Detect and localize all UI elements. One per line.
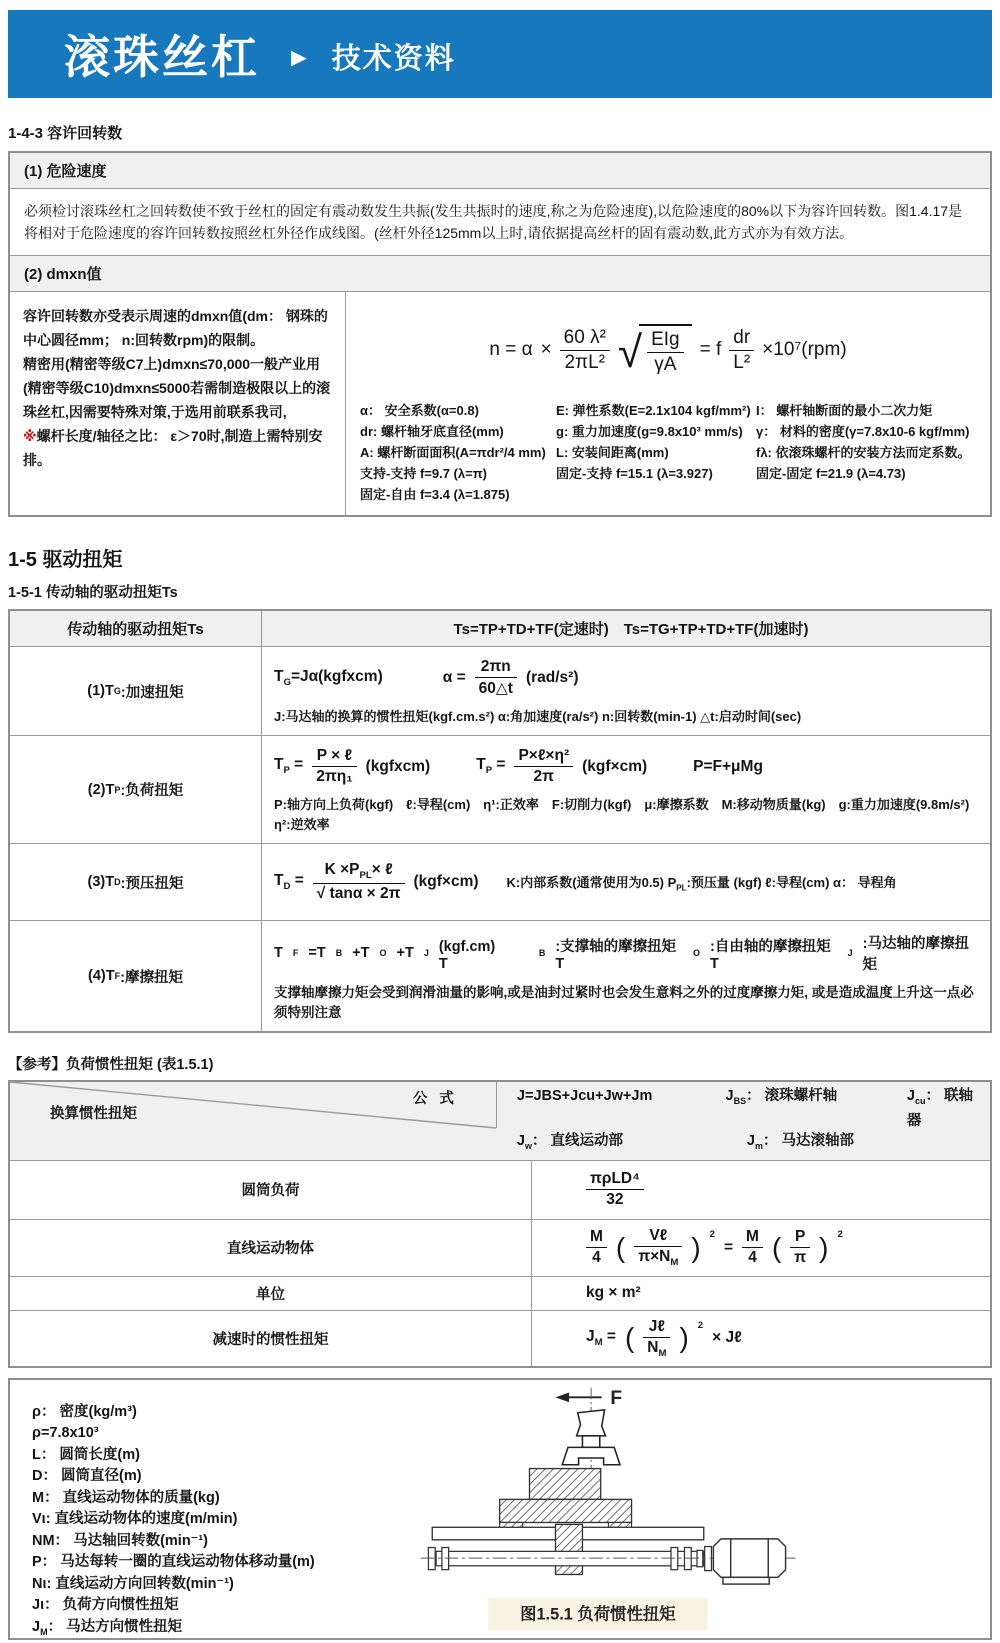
- legend-item: 固定-支持 f=15.1 (λ=3.927): [556, 466, 713, 481]
- note-mark: ※: [23, 428, 37, 444]
- torque-legend: J:马达轴的换算的惯性扭矩(kgf.cm.s²) α:角加速度(ra/s²) n:回转数(min-1) △t:启动时间(sec): [274, 709, 802, 724]
- legend-item: A: 螺杆断面面积(A=πdr²/4 mm): [360, 445, 546, 460]
- drive-torque-header-formula: Ts=TP+TD+TF(定速时) Ts=TG+TP+TD+TF(加速时): [262, 611, 990, 646]
- torque-formula-line: [274, 747, 978, 786]
- friction-note-line: 支撑轴摩擦力矩会受到润滑油量的影响,或是油封过紧时也会发生意料之外的过度摩擦力矩, 或是造成温度上升这一点必须特别注意: [274, 985, 974, 1020]
- torque-formula-line: [274, 861, 978, 902]
- legend-item: g: 重力加速度(g=9.8x10³ mm/s): [556, 424, 743, 439]
- acceleration-formula-2: α = $\frac{2\pi n}{60\triangle t}$ (rad/s²): [442, 658, 579, 697]
- load-formula-2: $T_P$ = $\frac{\text{P×ℓ×η²}}{2\pi}$ (kgf×cm): [476, 747, 648, 785]
- document-page: [0, 10, 1000, 1637]
- unit-formula: kg × m²: [586, 1284, 641, 1302]
- legend-jw: $J_w$： 直线运动部: [516, 1132, 624, 1151]
- row-header-dmxn: (2) dmxn值: [10, 256, 990, 292]
- linear-motion-formula: $\frac{M}{4}$ ( $\frac{\text{Vℓ}}{\pi\times N_M}$ ) $^2$ = $\frac{M}{4}$ ( $\frac{P}{\pi}$ ) $^2$: [586, 1227, 980, 1268]
- legend-column-2: [556, 400, 756, 505]
- torque-row-label: (4)T F :摩擦扭矩: [10, 921, 262, 1031]
- tool-drawing: [562, 1410, 620, 1465]
- symbol-item: NM： 马达轴回转数(min⁻¹): [32, 1532, 208, 1549]
- diagram-caption: 图1.5.1 负荷惯性扭矩: [520, 1605, 676, 1624]
- diagonal-header-cell: [10, 1082, 497, 1128]
- diagonal-label-formula: 公 式: [412, 1091, 458, 1107]
- inertia-row-formula-cell: [532, 1277, 990, 1310]
- legend-item: fλ: 依滚珠螺杆的安装方法而定系数。: [756, 445, 971, 460]
- table-drive-torque: [8, 609, 992, 1033]
- torque-row-label: (1)T G :加速扭矩: [10, 647, 262, 735]
- section-heading-1-5: 1-5 驱动扭矩: [8, 549, 123, 571]
- screw-shaft: [436, 1551, 704, 1565]
- inertia-table: [8, 1080, 992, 1368]
- inertia-row-label: 减速时的惯性扭矩: [10, 1311, 532, 1366]
- motor-drawing: [713, 1539, 785, 1584]
- symbol-item: M： 直线运动物体的质量(kg): [32, 1489, 220, 1506]
- torque-row-preload: [10, 844, 990, 921]
- legend-jbs: $J_{BS}$： 滚珠螺杆轴: [725, 1088, 838, 1106]
- note-text: 螺杆长度/轴径之比： ε＞70时,制造上需特别安排。: [23, 428, 323, 468]
- reduction-formula: $J_M$ = ( $\frac{\text{Jℓ}}{N_M}$ ) $^2$ × Jℓ: [586, 1317, 742, 1359]
- force-arrow-icon: [555, 1392, 601, 1402]
- symbol-item: Jι： 负荷方向惯性扭矩: [32, 1597, 179, 1614]
- diagonal-label-inertia: 换算惯性扭矩: [50, 1106, 137, 1122]
- legend-item: 固定-自由 f=3.4 (λ=1.875): [360, 487, 510, 502]
- symbol-item: Vι: 直线运动物体的速度(m/min): [32, 1511, 238, 1528]
- cylinder-formula: $\frac{\text{πρLD⁴}}{32}$: [586, 1170, 980, 1209]
- ball-screw-drawing: [402, 1380, 992, 1638]
- inertia-row-formula-cell: [532, 1311, 990, 1366]
- dmxn-note: [23, 424, 332, 472]
- legend-column-1: [360, 400, 556, 505]
- upper-mass-block: [529, 1468, 600, 1499]
- symbols-and-diagram-box: [8, 1378, 992, 1640]
- legend-item: E: 弹性系数(E=2.1x104 kgf/mm²): [556, 403, 751, 418]
- inertia-row-formula-cell: [532, 1161, 990, 1219]
- row-header-danger-speed: (1) 危险速度: [10, 153, 990, 189]
- load-formula-3: P=F+μMg: [693, 757, 763, 775]
- symbol-item: ρ=7.8x10³: [32, 1425, 99, 1442]
- legend-item: L: 安装间距离(mm): [556, 445, 669, 460]
- inertia-header-formulas: [497, 1082, 990, 1160]
- legend-item: dr: 螺杆轴牙底直径(mm): [360, 424, 504, 439]
- inertia-header-line-1: [517, 1086, 980, 1131]
- inertia-row-label: 单位: [10, 1277, 532, 1310]
- symbols-list: [10, 1380, 402, 1638]
- inertia-diagram: [402, 1380, 990, 1638]
- inertia-header-line-2: [517, 1131, 980, 1156]
- dmxn-paragraph-2: 精密用(精密等级C7上)dmxn≤70,000一般产业用(精密等级C10)dmxn≤5000若需制造极限以上的滚珠丝杠,因需要特殊对策,于选用前联系我司,: [23, 356, 331, 420]
- symbol-item: ρ： 密度(kg/m³): [32, 1403, 137, 1420]
- section-heading-1-5-1: 1-5-1 传动轴的驱动扭矩Ts: [8, 585, 178, 601]
- formula-sum: J=JBS+Jcu+Jw+Jm: [516, 1088, 653, 1104]
- inertia-header-row: [10, 1082, 990, 1161]
- dmxn-left-text: [10, 292, 346, 515]
- inertia-row-linear: [10, 1220, 990, 1277]
- drive-torque-header-row: [10, 611, 990, 647]
- nut-block: [555, 1524, 582, 1574]
- banner-arrow-icon: ►: [286, 41, 312, 72]
- table-allowable-speed: [8, 151, 992, 517]
- symbol-item: P： 马达每转一圈的直线运动物体移动量(m): [32, 1554, 315, 1571]
- symbol-item: L： 圆筒长度(m): [32, 1446, 140, 1463]
- legend-jcu: $J_{cu}$： 联轴器: [906, 1088, 973, 1129]
- dmxn-paragraph-1: 容许回转数亦受表示周速的dmxn值(dm： 钢珠的中心圆径mm； n:回转数rpm)的限制。: [23, 308, 328, 348]
- inertia-row-label: 圆筒负荷: [10, 1161, 532, 1219]
- reference-heading: 【参考】负荷惯性扭矩 (表1.5.1): [8, 1057, 214, 1073]
- legend-item: I： 螺杆轴断面的最小二次力矩: [756, 403, 933, 418]
- lower-mass-block: [500, 1499, 632, 1522]
- inertia-row-reduction: [10, 1311, 990, 1366]
- torque-row-content: [262, 844, 990, 920]
- legend-item: 固定-固定 f=21.9 (λ=4.73): [756, 466, 906, 481]
- symbol-item: Nι: 直线运动方向回转数(min⁻¹): [32, 1575, 234, 1592]
- acceleration-formula-1: $T_G=J\alpha(kgfxcm)$: [274, 667, 383, 689]
- inertia-row-formula-cell: [532, 1220, 990, 1276]
- section-heading-1-4-3: 1-4-3 容许回转数: [8, 125, 123, 142]
- torque-row-content: [262, 647, 990, 735]
- preload-formula: $T_D$ = $\frac{K \times P_{PL}\times \ell}{√ \tan\alpha \times 2\pi}$ (kgf×cm): [274, 861, 479, 902]
- inertia-row-label: 直线运动物体: [10, 1220, 532, 1276]
- torque-legend: K:内部系数(通常使用为0.5) $P_{PL}$:预压量 (kgf) ℓ:导程(cm) α： 导程角: [506, 874, 897, 893]
- load-formula-1: $T_P$ = $\frac{\text{P × ℓ}}{\text{2πη₁}}$ (kgfxcm): [274, 747, 431, 785]
- torque-row-label: (2)T P :负荷扭矩: [10, 736, 262, 843]
- dmxn-right-cell: [346, 292, 990, 515]
- inertia-row-unit: [10, 1277, 990, 1311]
- drive-torque-header-label: 传动轴的驱动扭矩Ts: [10, 611, 262, 646]
- force-label: F: [610, 1387, 623, 1409]
- page-banner: [8, 10, 992, 98]
- torque-formula-line: [274, 658, 978, 698]
- legend-item: α： 安全系数(α=0.8): [360, 403, 479, 418]
- torque-row-content: [262, 921, 990, 1031]
- symbol-item: $J_M$： 马达方向惯性扭矩: [32, 1618, 183, 1637]
- banner-title: 滚珠丝杠: [64, 31, 260, 83]
- torque-row-acceleration: [10, 647, 990, 736]
- legend-item: γ： 材料的密度(γ=7.8x10-6 kgf/mm): [756, 424, 970, 439]
- torque-legend: P:轴方向上负荷(kgf) ℓ:导程(cm) η¹:正效率 F:切削力(kgf) μ:摩擦系数 M:移动物质量(kg) g:重力加速度(9.8m/s²) η²:逆效率: [274, 797, 983, 832]
- legend-jm: $J_m$： 马达滚轴部: [746, 1132, 855, 1151]
- critical-speed-formula: n = α × $\frac{\text{60 λ²}}{\text{2πL²}}$ √ $\frac{\text{EIg}}{\gamma A}$ = f $\frac{dr}{\text{L²}}$ ×10⁷(rpm): [354, 314, 982, 386]
- danger-speed-paragraph: 必须检讨滚珠丝杠之回转数使不致于丝杠的固定有震动数发生共振(发生共振时的速度,称之为危险速度),以危险速度的80%以下为容许回转数。图1.4.17是将相对于危险速度的容许回转数按照丝杠外径作成线图。(丝杆外径125mm以上时,请依据提高丝杆的固有震动数,此方式亦为有效方法。: [10, 189, 990, 256]
- legend-column-3: [756, 400, 978, 505]
- torque-row-content: [262, 736, 990, 843]
- torque-row-friction: [10, 921, 990, 1031]
- legend-item: 支持-支持 f=9.7 (λ=π): [360, 466, 487, 481]
- friction-formula-line: T F =T B +T O +T J (kgf.cm) T B :支撑轴的摩擦扭矩 T O :自由轴的摩擦扭矩 T J :马达轴的摩擦扭矩: [274, 936, 969, 973]
- formula-legend: [354, 398, 982, 505]
- torque-row-label: (3)T D :预压扭矩: [10, 844, 262, 920]
- banner-subtitle: 技术资料: [331, 42, 456, 75]
- dmxn-row: [10, 292, 990, 515]
- torque-row-load: [10, 736, 990, 844]
- inertia-row-cylinder: [10, 1161, 990, 1220]
- symbol-item: D： 圆筒直径(m): [32, 1468, 142, 1485]
